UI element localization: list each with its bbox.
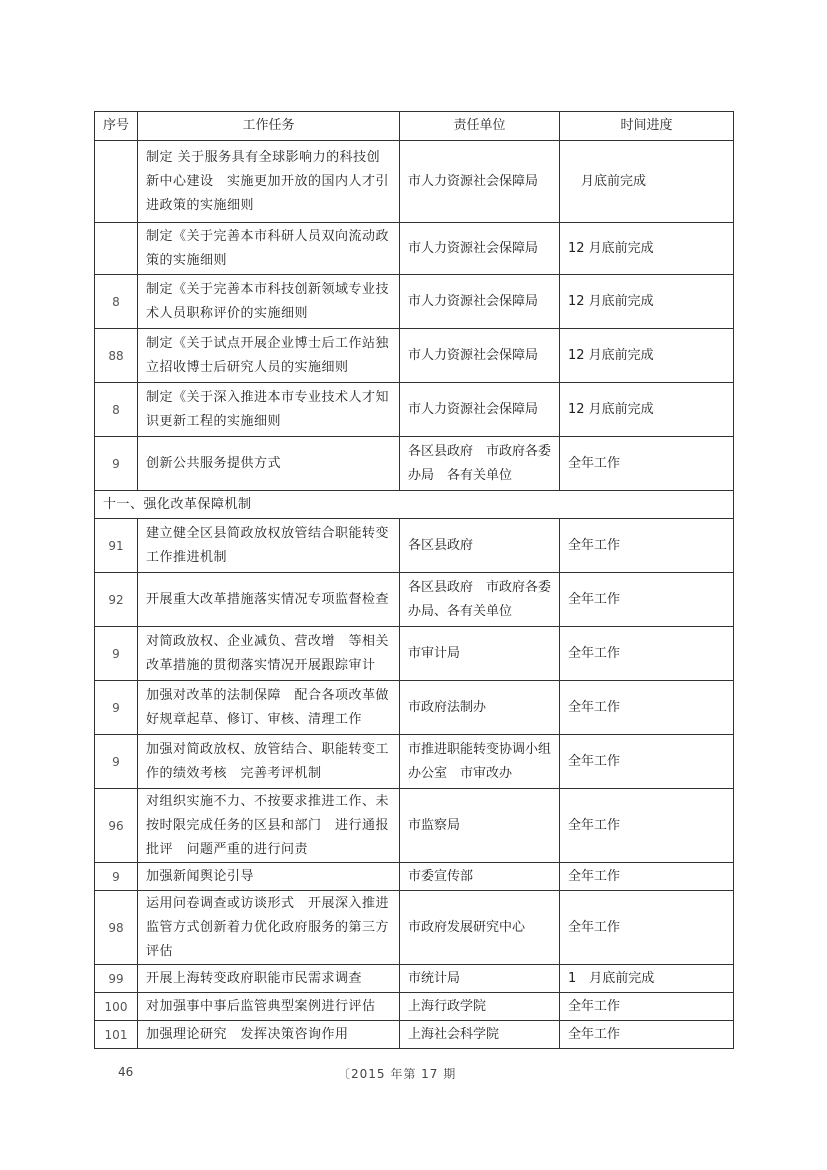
task-cell: 创新公共服务提供方式 — [138, 437, 400, 491]
header-time: 时间进度 — [560, 112, 734, 141]
unit-cell: 市人力资源社会保障局 — [400, 141, 560, 223]
time-cell: 1 月底前完成 — [560, 965, 734, 993]
table-row — [95, 1021, 734, 1049]
time-cell: 全年工作 — [560, 681, 734, 735]
table-row — [95, 437, 734, 491]
time-cell: 全年工作 — [560, 863, 734, 891]
table-row — [95, 329, 734, 383]
task-cell: 制定 关于服务具有全球影响力的科技创新中心建设 实施更加开放的国内人才引进政策的实施细则 — [138, 141, 400, 223]
row-number: 8 — [95, 383, 138, 437]
unit-cell: 市委宣传部 — [400, 863, 560, 891]
row-number: 101 — [95, 1021, 138, 1049]
unit-cell: 市统计局 — [400, 965, 560, 993]
time-cell: 全年工作 — [560, 789, 734, 863]
task-cell: 制定《关于完善本市科研人员双向流动政策的实施细则 — [138, 223, 400, 275]
header-number: 序号 — [95, 112, 138, 141]
issue-label: 〔2015 年第 17 期 — [338, 1067, 457, 1081]
table-row — [95, 519, 734, 573]
table-row — [95, 141, 734, 223]
task-cell: 对组织实施不力、不按要求推进工作、未按时限完成任务的区县和部门 进行通报批评 问题严重的进行问责 — [138, 789, 400, 863]
task-cell: 开展重大改革措施落实情况专项监督检查 — [138, 573, 400, 627]
task-cell: 制定《关于完善本市科技创新领域专业技术人员职称评价的实施细则 — [138, 275, 400, 329]
table-row — [95, 275, 734, 329]
table-row — [95, 223, 734, 275]
row-number: 100 — [95, 993, 138, 1021]
row-number: 9 — [95, 437, 138, 491]
row-number: 9 — [95, 735, 138, 789]
task-cell: 加强对简政放权、放管结合、职能转变工作的绩效考核 完善考评机制 — [138, 735, 400, 789]
time-cell: 全年工作 — [560, 573, 734, 627]
table-row — [95, 993, 734, 1021]
task-cell: 加强理论研究 发挥决策咨询作用 — [138, 1021, 400, 1049]
table-row — [95, 573, 734, 627]
task-cell: 对简政放权、企业减负、营改增 等相关改革措施的贯彻落实情况开展跟踪审计 — [138, 627, 400, 681]
row-number: 96 — [95, 789, 138, 863]
task-cell: 制定《关于深入推进本市专业技术人才知识更新工程的实施细则 — [138, 383, 400, 437]
task-cell: 对加强事中事后监管典型案例进行评估 — [138, 993, 400, 1021]
task-cell: 开展上海转变政府职能市民需求调查 — [138, 965, 400, 993]
unit-cell: 上海社会科学院 — [400, 1021, 560, 1049]
row-number: 9 — [95, 863, 138, 891]
unit-cell: 市监察局 — [400, 789, 560, 863]
time-cell: 全年工作 — [560, 1021, 734, 1049]
table-row — [95, 789, 734, 863]
task-cell: 建立健全区县简政放权放管结合职能转变工作推进机制 — [138, 519, 400, 573]
row-number: 91 — [95, 519, 138, 573]
unit-cell: 上海行政学院 — [400, 993, 560, 1021]
unit-cell: 市政府法制办 — [400, 681, 560, 735]
header-task: 工作任务 — [138, 112, 400, 141]
row-number: 8 — [95, 275, 138, 329]
row-number: 9 — [95, 627, 138, 681]
unit-cell: 各区县政府 市政府各委办局 各有关单位 — [400, 437, 560, 491]
table-body — [95, 141, 734, 1049]
task-cell: 制定《关于试点开展企业博士后工作站独立招收博士后研究人员的实施细则 — [138, 329, 400, 383]
row-number — [95, 141, 138, 223]
row-number: 99 — [95, 965, 138, 993]
unit-cell: 市人力资源社会保障局 — [400, 329, 560, 383]
table-row — [95, 627, 734, 681]
unit-cell: 市人力资源社会保障局 — [400, 383, 560, 437]
table-row — [95, 965, 734, 993]
row-number: 9 — [95, 681, 138, 735]
unit-cell: 市人力资源社会保障局 — [400, 223, 560, 275]
time-cell: 12 月底前完成 — [560, 275, 734, 329]
time-cell: 12 月底前完成 — [560, 383, 734, 437]
table-row — [95, 681, 734, 735]
time-cell: 全年工作 — [560, 437, 734, 491]
unit-cell: 市推进职能转变协调小组办公室 市审改办 — [400, 735, 560, 789]
time-cell: 月底前完成 — [560, 141, 734, 223]
unit-cell: 市人力资源社会保障局 — [400, 275, 560, 329]
unit-cell: 各区县政府 市政府各委办局、各有关单位 — [400, 573, 560, 627]
task-cell: 加强新闻舆论引导 — [138, 863, 400, 891]
task-table — [94, 111, 734, 1049]
section-row — [95, 491, 734, 519]
time-cell: 全年工作 — [560, 735, 734, 789]
time-cell: 12 月底前完成 — [560, 329, 734, 383]
time-cell: 全年工作 — [560, 891, 734, 965]
row-number: 98 — [95, 891, 138, 965]
task-cell: 运用问卷调查或访谈形式 开展深入推进监管方式创新着力优化政府服务的第三方评估 — [138, 891, 400, 965]
time-cell: 全年工作 — [560, 519, 734, 573]
table-row — [95, 891, 734, 965]
table-row — [95, 863, 734, 891]
time-cell: 12 月底前完成 — [560, 223, 734, 275]
time-cell: 全年工作 — [560, 627, 734, 681]
row-number — [95, 223, 138, 275]
table-row — [95, 383, 734, 437]
table-row — [95, 735, 734, 789]
task-cell: 加强对改革的法制保障 配合各项改革做好规章起草、修订、审核、清理工作 — [138, 681, 400, 735]
unit-cell: 市政府发展研究中心 — [400, 891, 560, 965]
table-header-row — [95, 112, 734, 141]
row-number: 88 — [95, 329, 138, 383]
time-cell: 全年工作 — [560, 993, 734, 1021]
page-number: 46 — [118, 1065, 134, 1079]
unit-cell: 市审计局 — [400, 627, 560, 681]
row-number: 92 — [95, 573, 138, 627]
section-heading: 十一、强化改革保障机制 — [95, 491, 734, 519]
unit-cell: 各区县政府 — [400, 519, 560, 573]
header-unit: 责任单位 — [400, 112, 560, 141]
